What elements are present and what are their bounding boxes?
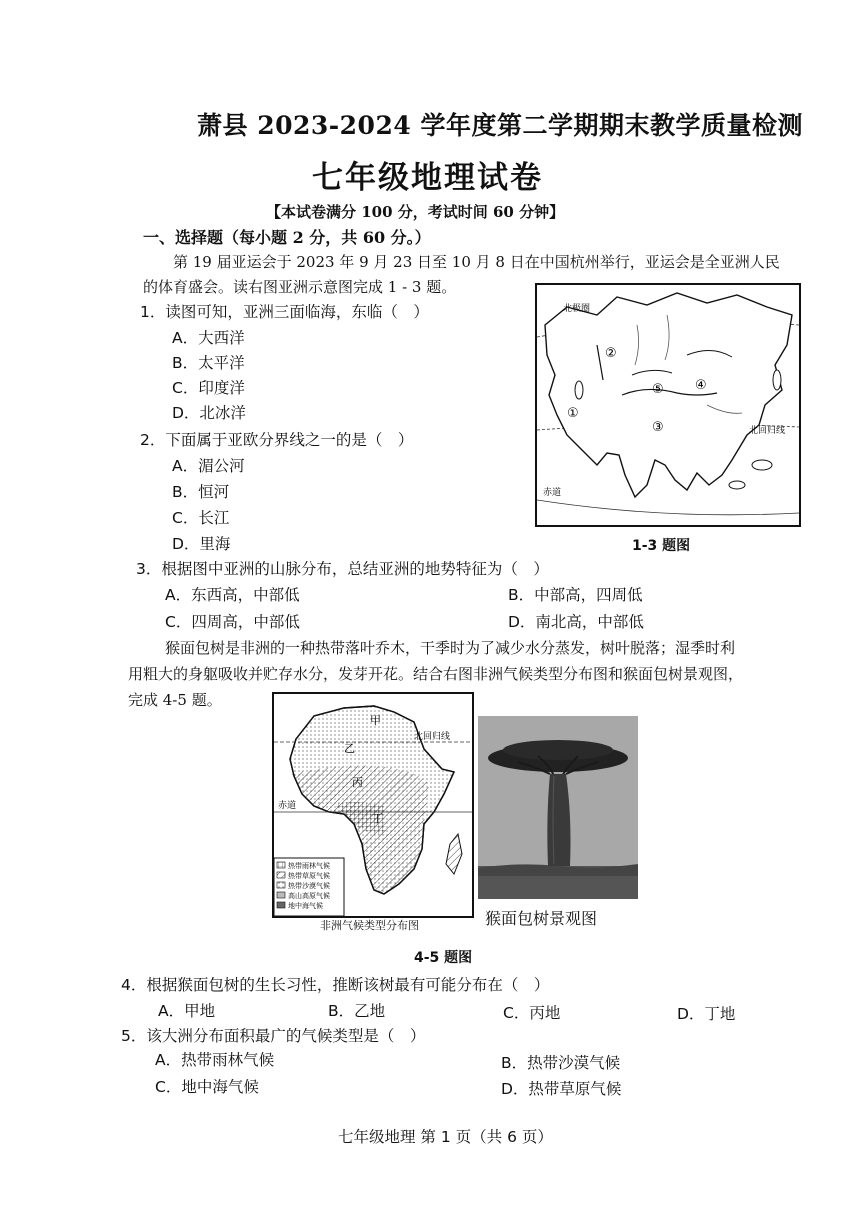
asia-label-4: ④ xyxy=(695,378,707,393)
asia-tropic-label: 北回归线 xyxy=(749,426,786,436)
q5-option-c[interactable]: C．地中海气候 xyxy=(155,1078,259,1096)
asia-arctic-label: 北极圈 xyxy=(563,304,591,314)
q1-option-d[interactable]: D．北冰洋 xyxy=(172,404,246,422)
q4-option-b[interactable]: B．乙地 xyxy=(328,1002,386,1020)
q5-option-a[interactable]: A．热带雨林气候 xyxy=(155,1051,275,1069)
asia-map-drawing xyxy=(537,285,799,525)
legend-item-mediterranean: 地中海气候 xyxy=(288,902,323,910)
q1-option-c[interactable]: C．印度洋 xyxy=(172,379,245,397)
africa-map-drawing xyxy=(274,694,472,916)
q2-option-b[interactable]: B．恒河 xyxy=(172,483,230,501)
q5-stem: 5．该大洲分布面积最广的气候类型是（ ） xyxy=(121,1027,426,1045)
africa-label-jia: 甲 xyxy=(370,714,381,727)
q3-option-d[interactable]: D．南北高，中部低 xyxy=(508,613,644,631)
q4-stem: 4．根据猴面包树的生长习性，推断该树最有可能分布在（ ） xyxy=(121,976,550,994)
fig45-caption: 4-5 题图 xyxy=(414,950,473,966)
africa-label-yi: 乙 xyxy=(344,742,355,755)
q1-option-a[interactable]: A．大西洋 xyxy=(172,329,245,347)
asia-equator-label: 赤道 xyxy=(543,488,562,498)
legend-item-desert: 热带沙漠气候 xyxy=(288,882,330,890)
legend-item-rainforest: 热带雨林气候 xyxy=(288,862,330,870)
q1-stem: 1．读图可知，亚洲三面临海，东临（ ） xyxy=(140,303,429,321)
exam-title: 萧县 2023-2024 学年度第二学期期末教学质量检测 xyxy=(197,111,803,140)
q5-option-b[interactable]: B．热带沙漠气候 xyxy=(501,1054,621,1072)
baobab-photo xyxy=(478,716,638,899)
africa-map-caption: 非洲气候类型分布图 xyxy=(320,919,419,932)
intro1-line1: 第 19 届亚运会于 2023 年 9 月 23 日至 10 月 8 日在中国杭州举行，亚运会是全亚洲人民 xyxy=(173,253,780,271)
q3-option-a[interactable]: A．东西高，中部低 xyxy=(165,586,300,604)
q2-option-d[interactable]: D．里海 xyxy=(172,535,231,553)
q4-option-a[interactable]: A．甲地 xyxy=(158,1002,216,1020)
section-heading: 一、选择题（每小题 2 分，共 60 分。） xyxy=(143,228,431,247)
legend-item-highland: 高山高原气候 xyxy=(288,892,330,900)
q2-option-a[interactable]: A．湄公河 xyxy=(172,457,245,475)
q4-option-c[interactable]: C．丙地 xyxy=(503,1004,561,1022)
q2-stem: 2．下面属于亚欧分界线之一的是（ ） xyxy=(140,431,414,449)
q3-stem: 3．根据图中亚洲的山脉分布，总结亚洲的地势特征为（ ） xyxy=(136,560,549,578)
africa-climate-map xyxy=(272,692,474,918)
page-footer: 七年级地理 第 1 页（共 6 页） xyxy=(338,1128,553,1146)
africa-tropic-label: 北回归线 xyxy=(414,732,451,742)
intro1-line2: 的体育盛会。读右图亚洲示意图完成 1 - 3 题。 xyxy=(143,278,457,296)
intro2-line3: 完成 4-5 题。 xyxy=(128,691,222,709)
q1-option-b[interactable]: B．太平洋 xyxy=(172,354,245,372)
intro2-line1: 猴面包树是非洲的一种热带落叶乔木，干季时为了减少水分蒸发，树叶脱落；湿季时利 xyxy=(165,639,736,657)
africa-label-ding: 丁 xyxy=(372,812,383,825)
intro2-line2: 用粗大的身躯吸收并贮存水分，发芽开花。结合右图非洲气候类型分布图和猴面包树景观图， xyxy=(128,665,744,683)
q3-option-c[interactable]: C．四周高，中部低 xyxy=(165,613,300,631)
baobab-illustration xyxy=(478,716,638,899)
africa-equator-label: 赤道 xyxy=(278,801,297,811)
exam-note: 【本试卷满分 100 分，考试时间 60 分钟】 xyxy=(266,203,565,221)
asia-label-2: ② xyxy=(605,346,617,361)
q5-option-d[interactable]: D．热带草原气候 xyxy=(501,1080,622,1098)
q2-option-c[interactable]: C．长江 xyxy=(172,509,230,527)
paper-title: 七年级地理试卷 xyxy=(312,160,543,196)
africa-label-bing: 丙 xyxy=(352,776,363,789)
asia-map xyxy=(535,283,801,527)
asia-label-5: ⑤ xyxy=(652,382,664,397)
baobab-caption: 猴面包树景观图 xyxy=(485,909,598,928)
asia-label-3: ③ xyxy=(652,420,664,435)
q4-option-d[interactable]: D．丁地 xyxy=(677,1005,736,1023)
asia-label-1: ① xyxy=(567,406,579,421)
asia-map-caption: 1-3 题图 xyxy=(632,538,691,554)
legend-item-savanna: 热带草原气候 xyxy=(288,872,330,880)
q3-option-b[interactable]: B．中部高，四周低 xyxy=(508,586,643,604)
